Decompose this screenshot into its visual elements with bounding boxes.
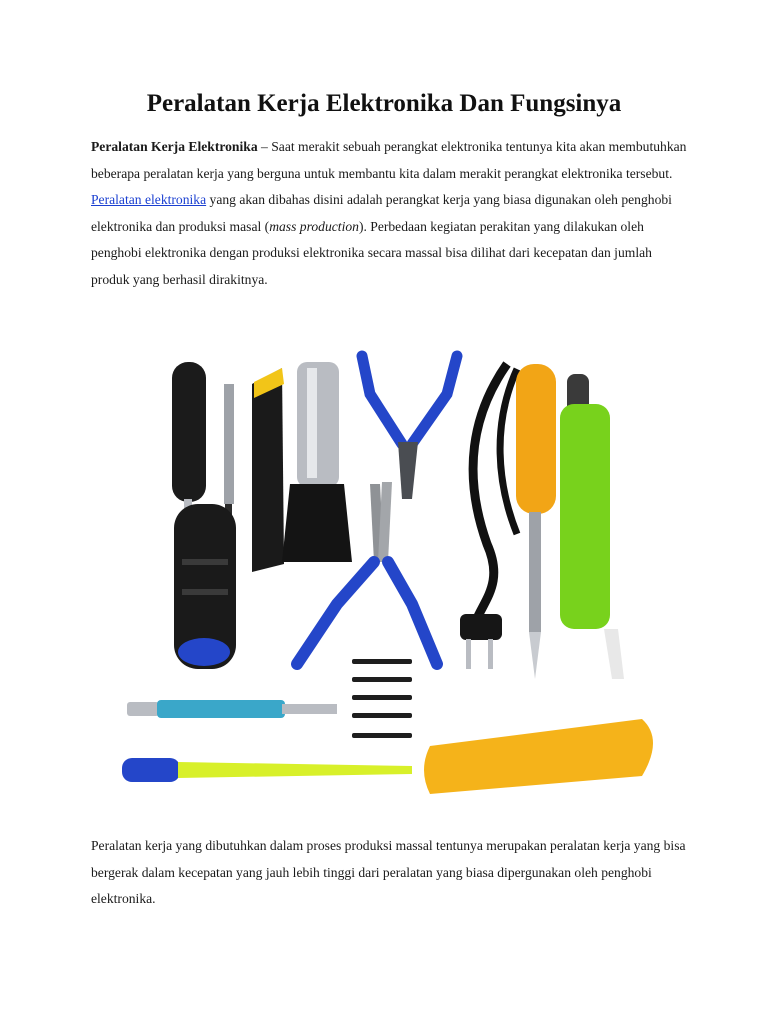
test-screwdriver-icon [122, 758, 412, 782]
precision-driver-teal-icon [127, 700, 337, 718]
second-paragraph: Peralatan kerja yang dibutuhkan dalam proses produksi massal tentunya merupakan peralatan kerja yang bisa bergerak dalam kecepatan yang jauh lebih tinggi dari peralatan yang biasa dipergunakan oleh penghobi elektronika. [91, 838, 686, 907]
screwdriver-large-icon [174, 504, 236, 669]
intro-text-a: – Saat merakit sebuah perangkat elektronika tentunya kita akan membutuhkan beberapa peralatan kerja yang berguna untuk membantu kita dalam merakit perangkat elektronika tersebut. [91, 139, 687, 181]
intro-text-c: ). Perbedaan kegiatan perakitan yang dilakukan oleh penghobi elektronika dengan produksi elektronika secara massal bisa dilihat dari kecepatan dan jumlah produk yang berhasil dirakitnya. [91, 218, 652, 287]
desoldering-pump-icon [560, 374, 624, 679]
intro-lead: Peralatan Kerja Elektronika [91, 139, 258, 154]
cleaning-brush-icon [282, 362, 352, 562]
intro-text-b: yang akan dibahas disini adalah perangkat kerja yang biasa digunakan oleh penghobi elektronika dan produksi masal ( [91, 192, 672, 234]
cutting-pliers-icon [362, 356, 457, 499]
mass-production-term: mass production [269, 218, 359, 234]
soldering-iron-icon [516, 364, 556, 679]
soldering-cable-icon [460, 364, 517, 669]
peralatan-elektronika-link[interactable]: Peralatan elektronika [91, 192, 207, 208]
page-title: Peralatan Kerja Elektronika Dan Fungsinya [146, 90, 622, 117]
cutter-knife-icon [252, 368, 284, 572]
electronics-tools-photo [112, 334, 672, 804]
screwdriver-bits-icon [352, 659, 412, 738]
yellow-tube-icon [424, 719, 653, 794]
intro-paragraph [91, 134, 691, 294]
